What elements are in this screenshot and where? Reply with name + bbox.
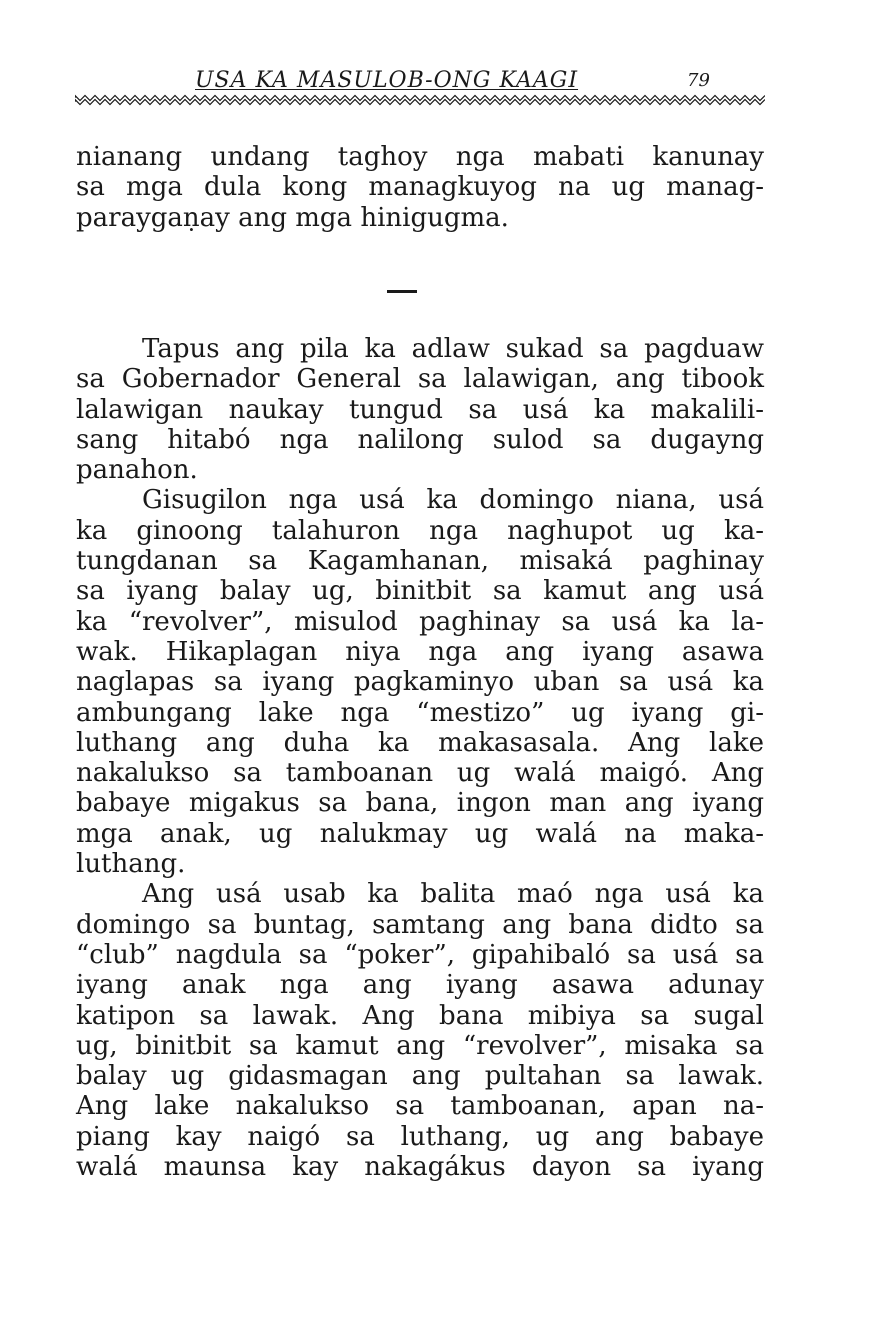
text-line: balay ug gidasmagan ang pultahan sa lawak. (76, 1061, 764, 1092)
text-line: panahon. (76, 455, 198, 486)
text-line: paraygaṇay ang mga hinigugma. (76, 202, 509, 233)
section-break-dash (387, 290, 417, 293)
text-line: nakalukso sa tamboanan ug walá maigó. Ang (76, 758, 764, 789)
text-line: ug, binitbit sa kamut ang “revolver”, misaka sa (76, 1030, 764, 1061)
text-line: wak. Hikaplagan niya nga ang iyang asawa (76, 636, 764, 667)
text-line: Gisugilon nga usá ka domingo niana, usá (142, 485, 764, 516)
text-line: sang hitabó nga nalilong sulod sa dugayng (76, 424, 764, 455)
body-text (76, 334, 764, 1182)
text-line: walá maunsa kay nakagákus dayon sa iyang (76, 1152, 764, 1183)
text-line: piang kay naigó sa luthang, ug ang babaye (76, 1121, 764, 1152)
text-line: sa mga dula kong managkuyog na ug manag- (76, 172, 764, 203)
text-line: luthang. (76, 849, 186, 880)
text-line: nianang undang taghoy nga mabati kanunay (76, 142, 764, 172)
text-line: Tapus ang pila ka adlaw sukad sa pagduaw (142, 334, 764, 364)
text-line: mga anak, ug nalukmay ug walá na maka- (76, 818, 764, 849)
text-line: lalawigan naukay tungud sa usá ka makalili- (76, 394, 764, 425)
page-number: 79 (687, 70, 710, 91)
page-header (75, 68, 765, 104)
paragraph-continuation (76, 142, 764, 233)
decorative-border-ornament (75, 94, 765, 106)
text-line: ka ginoong talahuron nga naghupot ug ka- (76, 515, 764, 546)
text-line: tungdanan sa Kagamhanan, misaká paghinay (76, 546, 764, 577)
text-line: “club” nagdula sa “poker”, gipahibaló sa usá sa (76, 939, 764, 970)
text-line: luthang ang duha ka makasasala. Ang lake (76, 727, 764, 758)
text-line: domingo sa buntag, samtang ang bana didto sa (76, 909, 764, 940)
text-line: Ang usá usab ka balita maó nga usá ka (142, 879, 764, 910)
text-line: ambungang lake nga “mestizo” ug iyang gi- (76, 697, 764, 728)
text-line: babaye migakus sa bana, ingon man ang iyang (76, 788, 764, 819)
text-line: iyang anak nga ang iyang asawa adunay (76, 970, 764, 1001)
running-title: USA KA MASULOB-ONG KAAGI (195, 68, 579, 93)
text-line: Ang lake nakalukso sa tamboanan, apan na- (76, 1091, 764, 1122)
text-line: katipon sa lawak. Ang bana mibiya sa sugal (76, 1000, 764, 1031)
text-line: sa iyang balay ug, binitbit sa kamut ang usá (76, 576, 764, 607)
text-line: sa Gobernador General sa lalawigan, ang tibook (76, 364, 764, 395)
text-line: naglapas sa iyang pagkaminyo uban sa usá ka (76, 667, 764, 698)
text-line: ka “revolver”, misulod paghinay sa usá ka la- (76, 606, 764, 637)
